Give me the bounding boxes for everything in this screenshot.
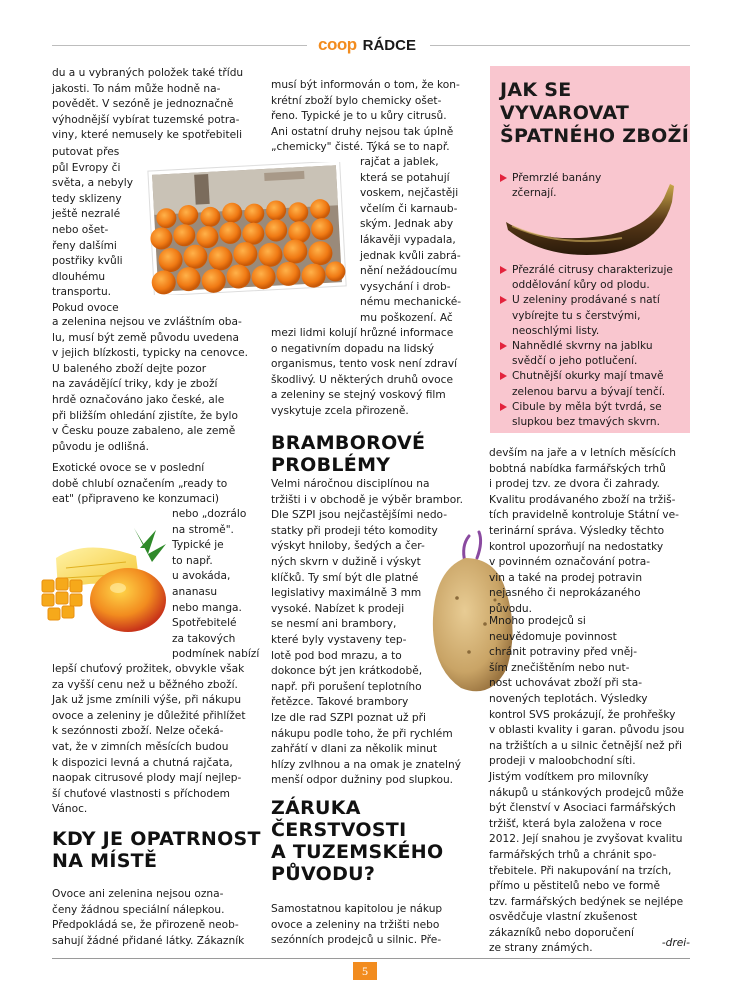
col2-paragraph-5: Samostatnou kapitolou je nákup ovoce a zeleniny na tržišti nebo sezónních prodejců u silnic. Pře- (271, 903, 443, 947)
header-rule-left (52, 45, 307, 46)
heading-bramborove-problemy: BRAMBOROVÉ PROBLÉMY (271, 432, 426, 476)
col3-paragraph-2: Mnoho prodejců si neuvědomuje povinnost chránit potraviny před vněj- ším znečištěním nebo nut- nost uchovávat zboží při sta- novených teplotách. Výsledky kontrol SVS prokázují, že prohřešky v oblasti kvality i garan. původu jsou na tržištích a u silnic četnější než při prodeji v maloobchodní síti. Jistým vodítkem pro milovníky nákupů u stánkových prodejců může být členství v Asociaci farmářských tržišť, která byla založena v roce 2012. Její snahou je zvyšovat kvalitu farmářských trhů a chránit spo- třebitele. Při nakupování na trzích, přímo u pěstitelů nebo ve formě tzv. farmářských bedýnek se nejlépe osvědčuje vlastní zkušenost zákazníků nebo doporučení ze strany známých. (489, 615, 685, 955)
page-number: 5 (353, 962, 377, 980)
triangle-bullet-icon (500, 266, 507, 274)
mango-pineapple-photo (36, 518, 176, 638)
col2-paragraph-1: musí být informován o tom, že kon- krétní zboží bylo chemicky ošet- řeno. Typické je to u kůry citrusů. Ani ostatní druhy nejsou tak úplně „chemicky" čisté. Týká se to např. (271, 79, 460, 154)
tip-list-bottom (500, 263, 684, 430)
col2-paragraph-4: Velmi náročnou disciplínou na tržišti i v obchodě je výběr brambor. Dle SZPI jsou nejčastějšími nedo- statky při prodeji této komodity výskyt hniloby, šedých a čer- ných skvrn v dužině i výskyt klíčků. Ty smí být dle platné legislativy maximálně 3 mm vysoké. Nabízet k prodeji se nesmí ani brambory, které byly vystaveny tep- lotě pod bod mrazu, a to dokonce být jen krátkodobě, např. při porušení teplotního řetězce. Takové brambory lze dle rad SZPI poznat už při nákupu podle toho, že při rychlém zahřátí v dlani za několik minut hlízy zvlhnou a na omak je znatelný menší odpor dužniny pod slupkou. (271, 478, 463, 787)
col1-paragraph-2: putovat přes půl Evropy či světa, a nebyly tedy sklizeny ještě nezralé nebo ošet- řeny dalšími postřiky kvůli dlouhému transportu. Pokud ovoce (52, 146, 133, 314)
col3-paragraph-1: devším na jaře a v letních měsících bobtná nabídka farmářských trhů i prodej tzv. ze dvora či zahrady. Kvalitu prodávaného zboží na tržiš- tích pravidelně kontroluje Státní ve- terinární správa. Výsledky těchto kontrol upozorňují na nedostatky v povinném označování potra- vin a také na prodej potravin nejasného či neprokázaného původu. (489, 447, 679, 615)
tip-text: Nahnědlé skvrny na jablku svědčí o jeho potlučení. (512, 340, 653, 368)
logo-brand: coop (318, 35, 357, 54)
col1-paragraph-4: Exotické ovoce se v poslední době chlubí označením „ready to eat" (připraveno ke konzumaci) (52, 462, 228, 506)
page-header (0, 30, 739, 60)
author-signature: -drei- (661, 937, 690, 949)
sidebar-title: JAK SE VYVAROVAT ŠPATNÉHO ZBOŽÍ (500, 79, 690, 147)
tip-item (500, 339, 684, 369)
col1-paragraph-1: du a u vybraných položek také třídu jakosti. To nám může hodně na- povědět. V sezóně je jednoznačně výhodnější vybírat tuzemské potra- viny, které nemusely ke spotřebiteli (52, 67, 244, 142)
triangle-bullet-icon (500, 403, 507, 411)
tip-text: U zeleniny prodávané s natí vybírejte tu s čerstvými, neoschlými listy. (512, 294, 660, 337)
col2-paragraph-2: rajčat a jablek, která se potahují voskem, nejčastěji včelím či karnaub- ským. Jednak aby lákavěji vypadala, jednak kvůli zabrá- nění nežádoucímu vysychání i drob- nému mechanické- mu poškození. Ač (360, 156, 462, 324)
tip-item (500, 369, 684, 399)
triangle-bullet-icon (500, 372, 507, 380)
tip-text: Přezrálé citrusy charakterizuje oddělování kůry od plodu. (512, 264, 673, 292)
tip-item (500, 293, 684, 339)
col2-paragraph-3: mezi lidmi kolují hrůzné informace o negativním dopadu na lidský organismus, tento vosk není zdraví škodlivý. U některých druhů ovoce a zeleniny se stejný voskový film vyskytuje zcela přirozeně. (271, 327, 458, 417)
tip-text: Přemrzlé banány zčernají. (512, 172, 602, 200)
footer-rule (52, 958, 690, 959)
tip-item (500, 400, 684, 430)
header-rule-right (430, 45, 690, 46)
logo-section: RÁDCE (362, 36, 416, 54)
heading-zaruka-cerstvosti: ZÁRUKA ČERSTVOSTI A TUZEMSKÉHO PŮVODU? (271, 797, 444, 885)
col1-paragraph-6: lepší chuťový prožitek, obvykle však za vyšší cenu než u běžného zboží. Jak už jsme zmínili výše, při nákupu ovoce a zeleniny je důležité přihlížet k sezónnosti zboží. Nelze očeká- vat, že v zimních měsících budou k dispozici levná a chutná rajčata, naopak citrusové plody mají nejlep- ší chuťové vlastnosti s příchodem Vánoc. (52, 663, 246, 816)
heading-kdy-je-opatrnost: KDY JE OPATRNOST NA MÍSTĚ (52, 828, 261, 872)
triangle-bullet-icon (500, 342, 507, 350)
tips-sidebar (490, 66, 690, 433)
coop-radce-logo (318, 35, 416, 55)
overripe-banana-photo (502, 178, 682, 258)
tip-text: Cibule by měla být tvrdá, se slupkou bez tmavých skvrn. (512, 400, 662, 429)
tip-item (500, 263, 684, 293)
col1-paragraph-3: a zelenina nejsou ve zvláštním oba- lu, musí být země původu uvedena v jejich blízkosti, typicky na cenovce. U baleného zboží dejte pozor na zavádějící triky, kdy je zboží hrdě označováno jako české, ale při bližším ohledání zjistíte, že bylo v Česku pouze zabaleno, ale země původu je odlišná. (52, 316, 249, 453)
col1-paragraph-7: Ovoce ani zelenina nejsou ozna- čeny žádnou speciální nálepkou. Předpokládá se, že přirozeně neob- sahují žádné přidané látky. Zákazník (52, 888, 245, 947)
col1-paragraph-5: nebo „dozrálo na stromě". Typické je to např. u avokáda, ananasu nebo manga. Spotřebitelé za takových podmínek nabízí (172, 508, 260, 661)
triangle-bullet-icon (500, 296, 507, 304)
oranges-on-conveyor-photo (147, 162, 347, 295)
tip-text: Chutnější okurky mají tmavě zelenou barvu a bývají tenčí. (512, 370, 666, 398)
